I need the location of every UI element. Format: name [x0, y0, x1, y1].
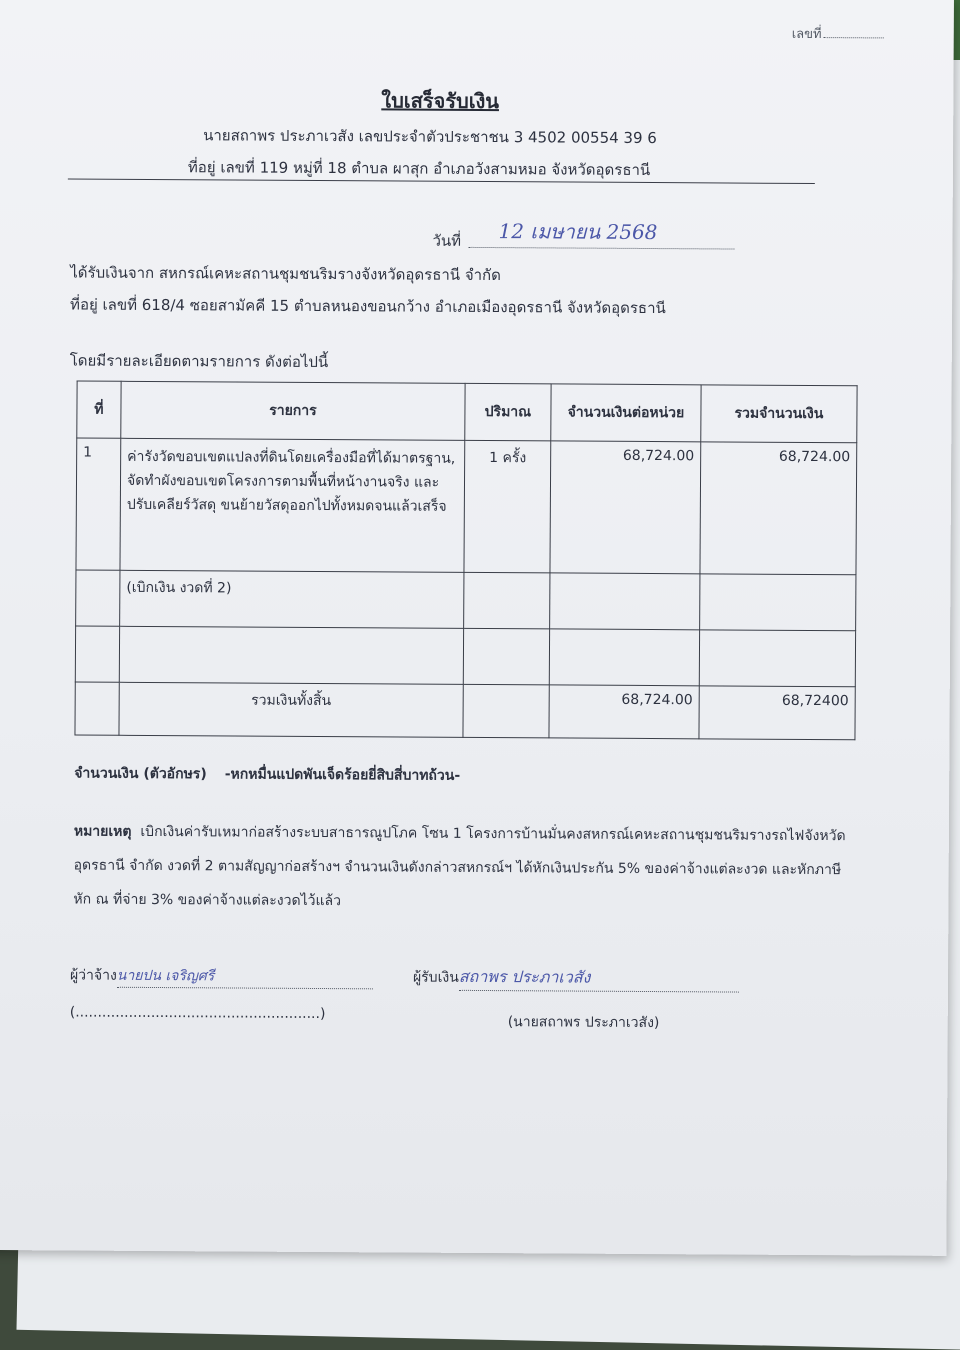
receiver-name: (นายสถาพร ประภาเวสัง) — [507, 1014, 660, 1032]
receiver-label: ผู้รับเงิน — [412, 969, 459, 986]
total-label: รวมเงินทั้งสิ้น — [119, 682, 463, 737]
date-value: 12 เมษายน 2568 — [468, 215, 734, 250]
header-total: รวมจำนวนเงิน — [701, 385, 857, 443]
row-total — [699, 630, 855, 687]
amount-words-label: จำนวนเงิน (ตัวอักษร) — [74, 765, 207, 783]
row-unit-price — [550, 573, 700, 630]
table-row — [76, 438, 857, 575]
document-number-blank — [824, 37, 884, 38]
row-item: (เบิกเงิน งวดที่ 2) — [120, 570, 464, 628]
row-unit-price — [549, 629, 699, 686]
receiver-signature: สถาพร ประภาเวสัง — [459, 965, 739, 993]
table-header-row — [77, 381, 857, 443]
employer-name-line: (.......................................................) — [69, 1004, 326, 1023]
row-item: ค่ารังวัดขอบเขตแปลงที่ดินโดยเครื่องมือที่ได้มาตรฐาน, จัดทำผังขอบเขตโครงการตามพื้นที่หน้างานจริง และปรับเคลียร์วัสดุ ขนย้ายวัสดุออกไปทั้งหมดจนแล้วเสร็จ — [120, 438, 465, 572]
table-row — [75, 626, 855, 687]
row-no — [76, 570, 120, 626]
header-qty: ปริมาณ — [465, 383, 551, 441]
detail-intro: โดยมีรายละเอียดตามรายการ ดังต่อไปนี้ — [69, 351, 329, 372]
amount-words-value: -หกหมื่นแปดพันเจ็ดร้อยยี่สิบสี่บาทถ้วน- — [224, 766, 461, 784]
header-unit-price: จำนวนเงินต่อหน่วย — [551, 384, 701, 442]
row-qty: 1 ครั้ง — [464, 440, 551, 573]
receipt-title: ใบเสร็จรับเงิน — [381, 88, 500, 114]
issuer-line: นายสถาพร ประภาเวสัง เลขประจำตัวประชาชน 3 4502 00554 39 6 — [203, 126, 657, 148]
total-row — [75, 682, 855, 740]
remark-label: หมายเหตุ — [73, 823, 132, 840]
employer-signature-block — [70, 964, 373, 989]
received-address: ที่อยู่ เลขที่ 618/4 ซอยสามัคคี 15 ตำบลหนองขอนกว้าง อำเภอเมืองอุดรธานี จังหวัดอุดรธานี — [70, 295, 666, 318]
row-qty — [463, 628, 549, 685]
row-total — [700, 574, 856, 631]
receiver-signature-block — [413, 965, 739, 993]
total-unit-price: 68,724.00 — [549, 685, 699, 739]
issuer-address: ที่อยู่ เลขที่ 119 หมู่ที่ 18 ตำบล ผาสุก อำเภอวังสามหมอ จังหวัดอุดรธานี — [187, 158, 651, 180]
employer-label: ผู้ว่าจ้าง — [69, 967, 117, 984]
row-total: 68,724.00 — [700, 442, 857, 575]
header-item: รายการ — [121, 381, 465, 440]
items-table — [74, 381, 857, 741]
document-number — [792, 23, 884, 45]
remark-text: เบิกเงินค่ารับเหมาก่อสร้างระบบสาธารณูปโภค โซน 1 โครงการบ้านมั่นคงสหกรณ์เคหะสถานชุมชนริมรางรถไฟจังหวัดอุดรธานี จำกัด งวดที่ 2 ตามสัญญาก่อสร้างฯ จำนวนเงินดังกล่าวสหกรณ์ฯ ได้หักเงินประกัน 5% ของค่าจ้างแต่ละงวด และหักภาษีหัก ณ ที่จ่าย 3% ของค่าจ้างแต่ละงวดไว้แล้ว — [73, 823, 846, 910]
remark — [73, 815, 854, 922]
total-qty-cell — [463, 684, 549, 738]
amount-in-words — [74, 763, 460, 787]
date-label: วันที่ — [432, 231, 462, 250]
total-amount: 68,72400 — [699, 686, 855, 740]
received-from: ได้รับเงินจาก สหกรณ์เคหะสถานชุมชนริมรางจังหวัดอุดรธานี จำกัด — [70, 263, 501, 285]
row-qty — [464, 572, 550, 629]
header-no: ที่ — [77, 381, 121, 438]
total-no-cell — [75, 682, 119, 735]
row-item — [119, 626, 463, 684]
table-row — [76, 570, 856, 631]
row-no: 1 — [76, 438, 121, 570]
document-number-label: เลขที่ — [791, 26, 822, 43]
row-unit-price: 68,724.00 — [550, 441, 701, 574]
row-no — [75, 626, 119, 682]
employer-signature: นายปน เจริญศรี — [117, 965, 373, 990]
